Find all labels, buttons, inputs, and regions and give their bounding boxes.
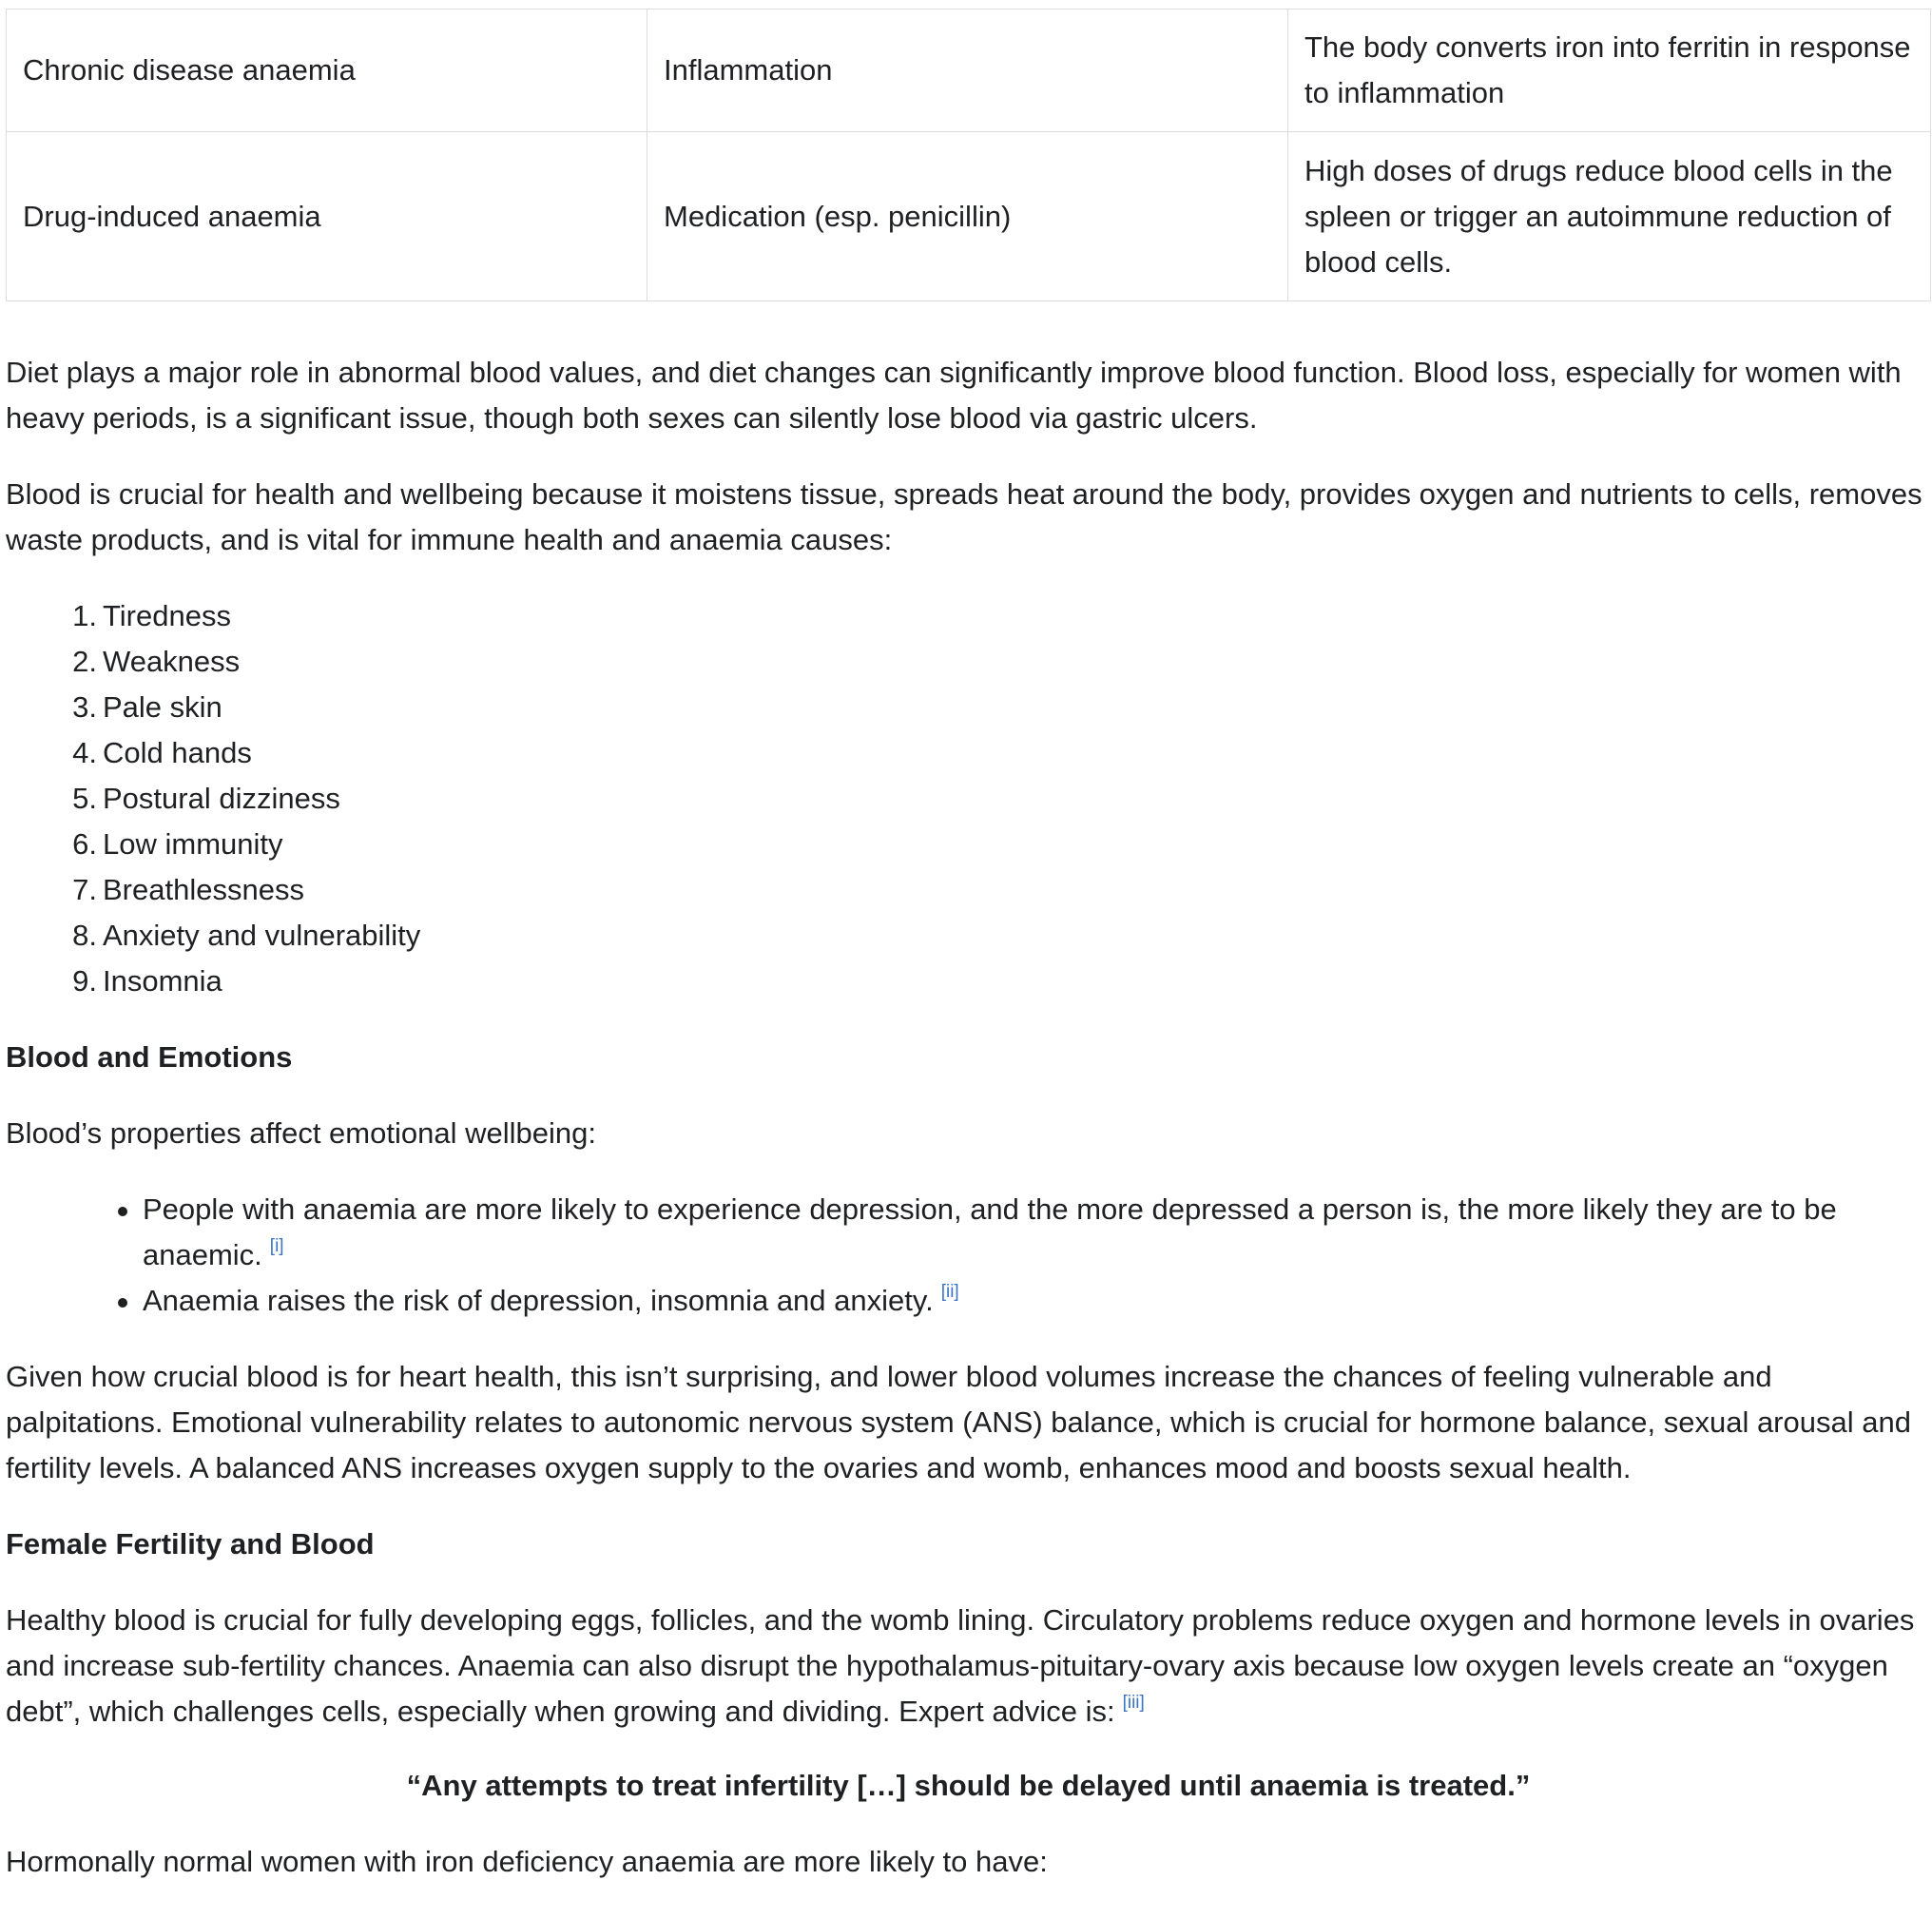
table-cell-type: Drug-induced anaemia xyxy=(7,132,647,301)
list-item: 8. Anxiety and vulnerability xyxy=(72,919,421,952)
table-row xyxy=(7,10,1931,132)
symptoms-list xyxy=(6,593,420,1004)
list-item: 5. Postural dizziness xyxy=(72,782,340,815)
emotions-heading: Blood and Emotions xyxy=(6,1040,293,1074)
hormonal-paragraph: Hormonally normal women with iron deficiency anaemia are more likely to have: xyxy=(6,1845,1048,1878)
list-item: 4. Cold hands xyxy=(72,736,252,769)
list-item: 9. Insomnia xyxy=(72,964,222,998)
bullet-icon xyxy=(118,1298,127,1308)
table-cell-mechanism: High doses of drugs reduce blood cells in the spleen or trigger an autoimmune reduction of blood cells. xyxy=(1288,132,1931,301)
table-cell-cause: Inflammation xyxy=(647,10,1288,132)
emotions-bullet-list xyxy=(6,1187,1931,1324)
anaemia-causes-table xyxy=(6,9,1931,301)
list-item: 2. Weakness xyxy=(72,645,241,678)
emotions-intro: Blood’s properties affect emotional wellbeing: xyxy=(6,1116,596,1150)
footnote-ref-link[interactable]: [iii] xyxy=(1122,1693,1145,1713)
list-item: Anaemia raises the risk of depression, insomnia and anxiety. [ii] xyxy=(6,1278,1931,1324)
footnote-ref-link[interactable]: [i] xyxy=(269,1236,284,1256)
table-row xyxy=(7,132,1931,301)
list-item: 6. Low immunity xyxy=(72,827,283,861)
table-cell-cause: Medication (esp. penicillin) xyxy=(647,132,1288,301)
blood-crucial-paragraph: Blood is crucial for health and wellbeing because it moistens tissue, spreads heat around the body, provides oxygen and nutrients to cells, removes waste products, and is vital for immune health and anaemia causes: xyxy=(6,477,1922,556)
list-item: People with anaemia are more likely to experience depression, and the more depressed a person is, the more likely they are to be anaemic. [i] xyxy=(6,1187,1931,1278)
table-cell-type: Chronic disease anaemia xyxy=(7,10,647,132)
footnote-ref-link[interactable]: [ii] xyxy=(940,1282,959,1302)
fertility-paragraph: Healthy blood is crucial for fully developing eggs, follicles, and the womb lining. Circulatory problems reduce oxygen and hormone levels in ovaries and increase sub-fertility chances. Anaemia can also disrupt the hypothalamus-pituitary-ovary axis because low oxygen levels create an “oxygen debt”, which challenges cells, especially when growing and dividing. Expert advice is: [iii] xyxy=(6,1603,1915,1728)
heart-health-paragraph: Given how crucial blood is for heart health, this isn’t surprising, and lower blood volumes increase the chances of feeling vulnerable and palpitations. Emotional vulnerability relates to autonomic nervous system (ANS) balance, which is crucial for hormone balance, sexual arousal and fertility levels. A balanced ANS increases oxygen supply to the ovaries and womb, enhances mood and boosts sexual health. xyxy=(6,1360,1911,1484)
list-item: 1. Tiredness xyxy=(72,599,231,632)
diet-paragraph: Diet plays a major role in abnormal blood values, and diet changes can significantly improve blood function. Blood loss, especially for women with heavy periods, is a significant issue, though both sexes can silently lose blood via gastric ulcers. xyxy=(6,356,1902,435)
expert-quote: “Any attempts to treat infertility […] should be delayed until anaemia is treated.” xyxy=(406,1769,1531,1802)
fertility-heading: Female Fertility and Blood xyxy=(6,1527,375,1560)
bullet-icon xyxy=(118,1207,127,1216)
list-item: 7. Breathlessness xyxy=(72,873,304,906)
table-cell-mechanism: The body converts iron into ferritin in response to inflammation xyxy=(1288,10,1931,132)
list-item: 3. Pale skin xyxy=(72,690,222,724)
